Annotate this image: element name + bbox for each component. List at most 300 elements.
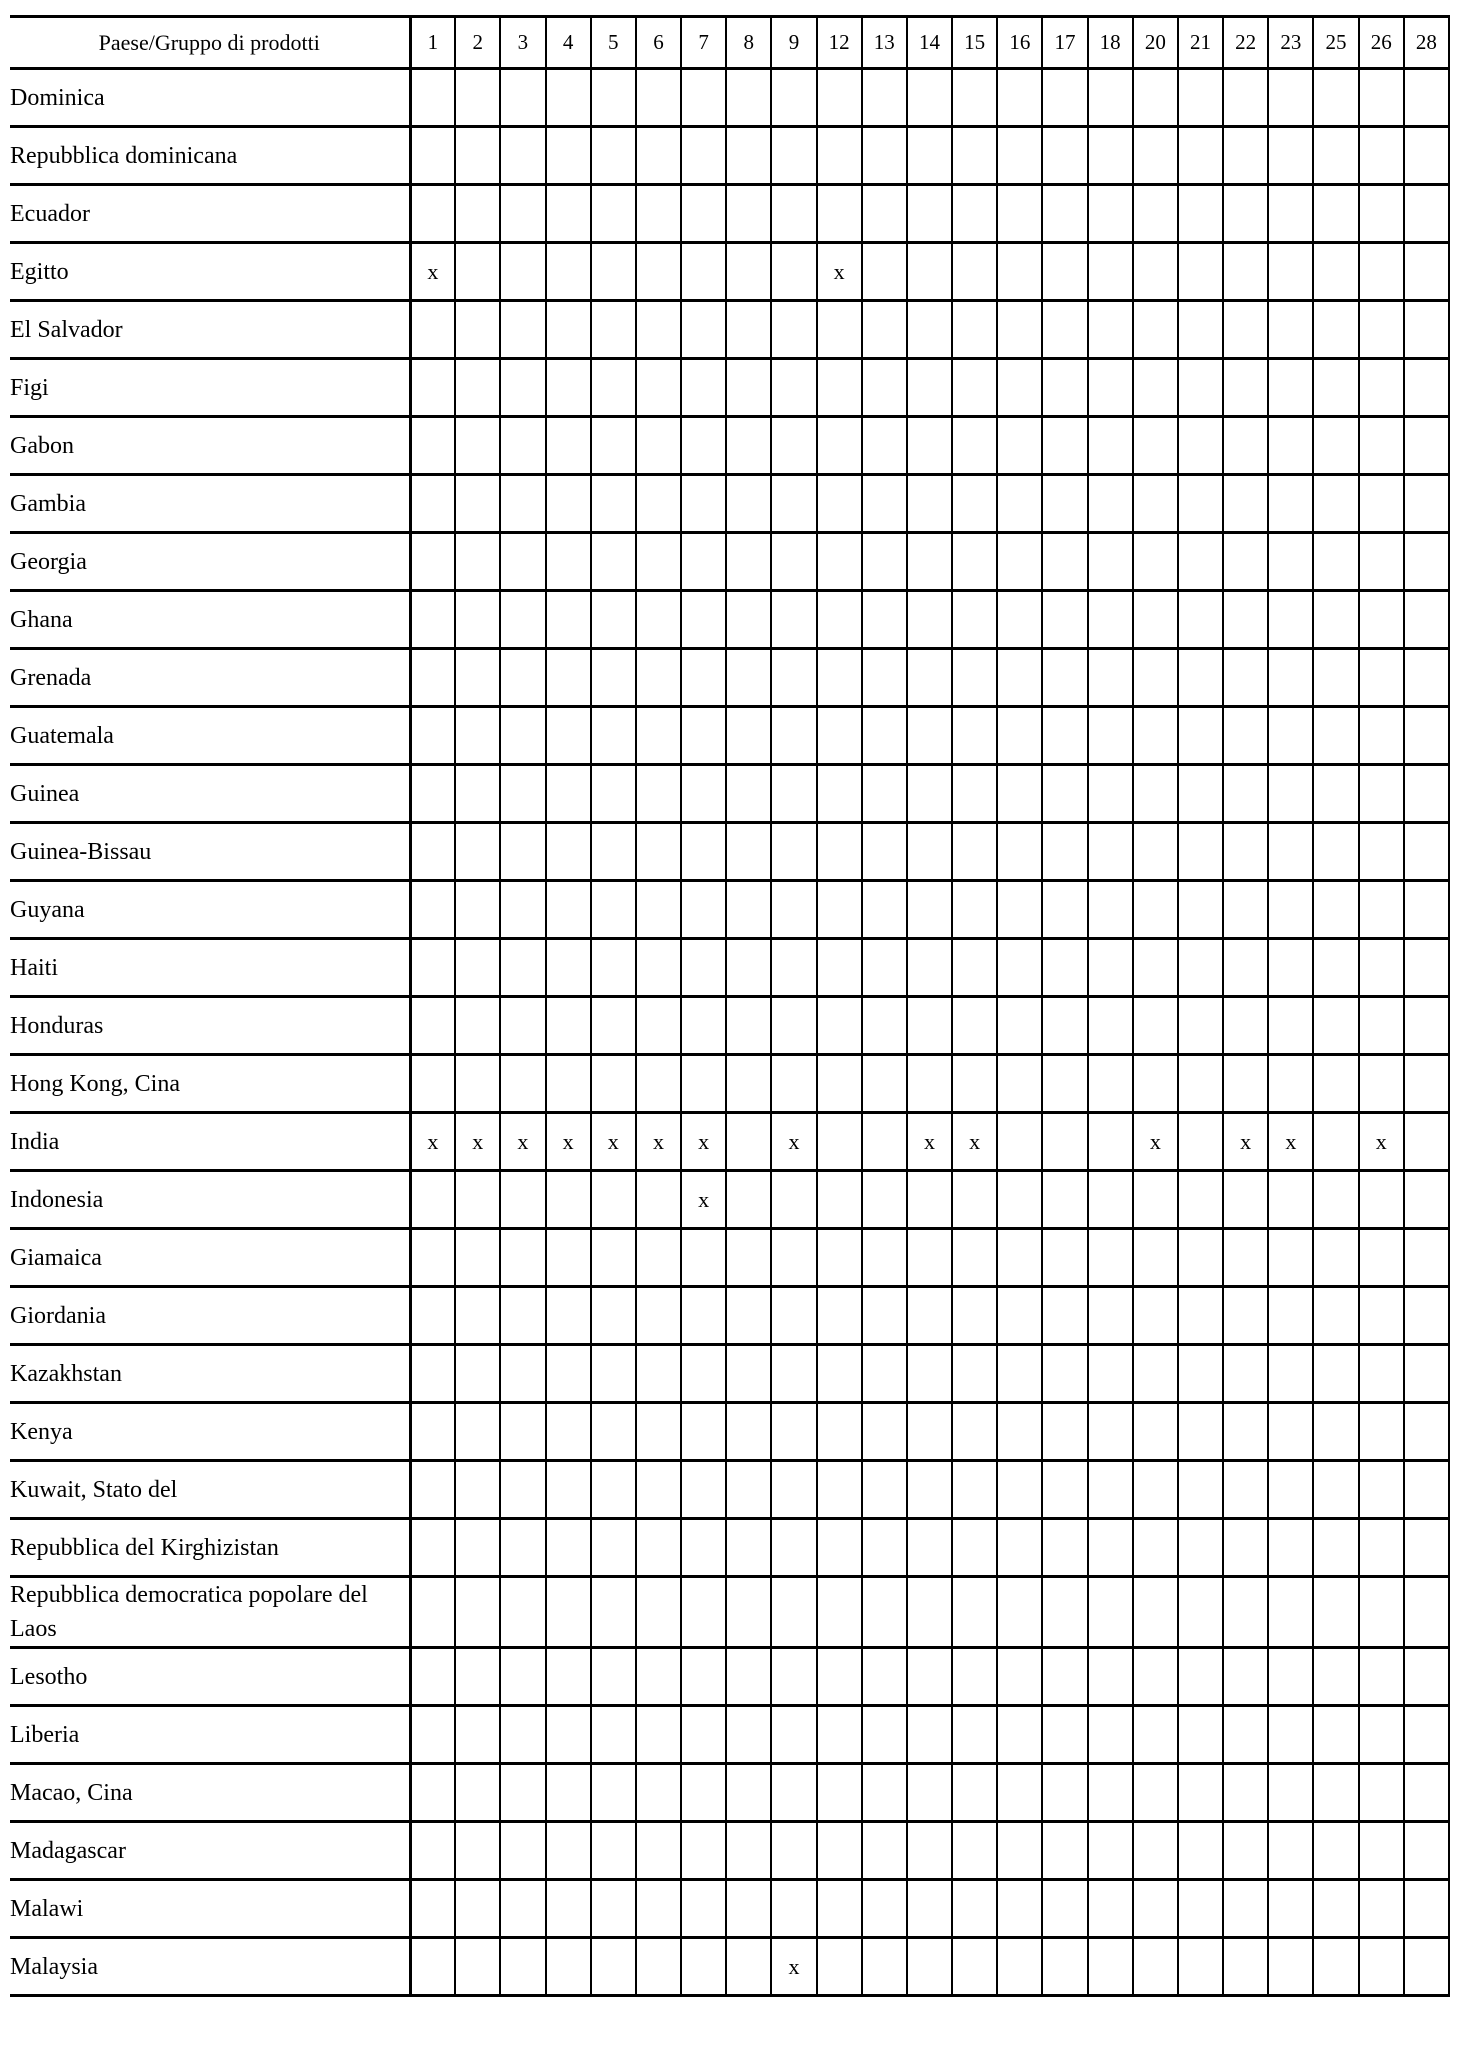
mark-cell	[1178, 1706, 1223, 1764]
mark-cell	[817, 1229, 862, 1287]
table-row	[10, 1345, 1449, 1403]
mark-cell	[1042, 1229, 1087, 1287]
mark-cell	[1359, 1764, 1404, 1822]
mark-cell	[726, 997, 771, 1055]
mark-cell	[636, 1287, 681, 1345]
mark-cell	[1313, 1461, 1358, 1519]
mark-cell	[1313, 881, 1358, 939]
mark-cell	[546, 1706, 591, 1764]
mark-cell	[500, 1880, 545, 1938]
mark-cell	[1178, 1171, 1223, 1229]
mark-cell-checked: x	[1359, 1113, 1404, 1171]
mark-cell	[455, 1577, 500, 1648]
mark-cell	[997, 765, 1042, 823]
mark-cell	[1359, 1577, 1404, 1648]
mark-cell	[591, 649, 636, 707]
mark-cell	[1404, 1287, 1449, 1345]
document-page	[0, 15, 1457, 2051]
mark-cell	[1223, 1648, 1268, 1706]
mark-cell	[1133, 1880, 1178, 1938]
mark-cell	[681, 127, 726, 185]
mark-cell	[1088, 1171, 1133, 1229]
mark-cell	[500, 69, 545, 127]
mark-cell	[1088, 939, 1133, 997]
mark-cell	[952, 185, 997, 243]
mark-cell	[1223, 1764, 1268, 1822]
mark-cell	[726, 1577, 771, 1648]
product-group-column-header: 7	[681, 17, 726, 69]
mark-cell	[1223, 591, 1268, 649]
mark-cell	[1268, 1706, 1313, 1764]
mark-cell	[681, 1461, 726, 1519]
mark-cell	[1404, 1345, 1449, 1403]
mark-cell	[1088, 997, 1133, 1055]
mark-cell	[1223, 823, 1268, 881]
mark-cell	[1404, 1938, 1449, 1996]
mark-cell	[546, 533, 591, 591]
country-name-cell: Guinea-Bissau	[10, 823, 410, 881]
mark-cell	[817, 1577, 862, 1648]
mark-cell	[1133, 301, 1178, 359]
mark-cell	[1359, 707, 1404, 765]
mark-cell	[1223, 939, 1268, 997]
mark-cell	[952, 707, 997, 765]
mark-cell	[907, 1880, 952, 1938]
mark-cell	[997, 533, 1042, 591]
mark-cell	[771, 417, 816, 475]
mark-cell	[1404, 1648, 1449, 1706]
mark-cell	[771, 1648, 816, 1706]
mark-cell	[952, 1706, 997, 1764]
mark-cell	[1223, 243, 1268, 301]
product-group-column-header: 4	[546, 17, 591, 69]
country-name-cell: Figi	[10, 359, 410, 417]
mark-cell	[726, 591, 771, 649]
mark-cell	[1042, 1880, 1087, 1938]
mark-cell	[726, 1171, 771, 1229]
mark-cell	[1268, 533, 1313, 591]
mark-cell	[726, 243, 771, 301]
mark-cell	[952, 1287, 997, 1345]
mark-cell	[1133, 649, 1178, 707]
mark-cell	[500, 301, 545, 359]
mark-cell	[546, 475, 591, 533]
mark-cell	[1042, 939, 1087, 997]
mark-cell	[862, 649, 907, 707]
mark-cell	[546, 1648, 591, 1706]
mark-cell	[1313, 823, 1358, 881]
mark-cell	[997, 1880, 1042, 1938]
mark-cell	[591, 1577, 636, 1648]
mark-cell	[1313, 1822, 1358, 1880]
mark-cell	[455, 69, 500, 127]
mark-cell	[1133, 939, 1178, 997]
mark-cell	[455, 881, 500, 939]
mark-cell	[771, 301, 816, 359]
mark-cell	[817, 533, 862, 591]
mark-cell	[1133, 707, 1178, 765]
table-row	[10, 417, 1449, 475]
mark-cell	[681, 1287, 726, 1345]
mark-cell	[862, 1938, 907, 1996]
mark-cell	[1042, 475, 1087, 533]
mark-cell	[636, 301, 681, 359]
mark-cell	[546, 1345, 591, 1403]
mark-cell	[907, 939, 952, 997]
mark-cell	[1178, 591, 1223, 649]
mark-cell	[862, 707, 907, 765]
mark-cell	[455, 301, 500, 359]
mark-cell	[952, 591, 997, 649]
mark-cell	[500, 707, 545, 765]
mark-cell	[997, 1822, 1042, 1880]
mark-cell	[636, 1880, 681, 1938]
mark-cell	[817, 1055, 862, 1113]
mark-cell	[1223, 417, 1268, 475]
mark-cell	[1042, 881, 1087, 939]
mark-cell	[1178, 997, 1223, 1055]
mark-cell	[1313, 1229, 1358, 1287]
mark-cell	[997, 1287, 1042, 1345]
mark-cell	[1088, 1648, 1133, 1706]
mark-cell	[1088, 69, 1133, 127]
mark-cell	[952, 765, 997, 823]
mark-cell	[771, 591, 816, 649]
mark-cell	[410, 533, 455, 591]
mark-cell	[681, 69, 726, 127]
mark-cell	[862, 1113, 907, 1171]
mark-cell	[1133, 1822, 1178, 1880]
mark-cell	[1088, 1055, 1133, 1113]
mark-cell	[591, 69, 636, 127]
table-row	[10, 1519, 1449, 1577]
mark-cell	[1133, 533, 1178, 591]
mark-cell	[500, 1519, 545, 1577]
mark-cell	[1042, 1461, 1087, 1519]
mark-cell	[455, 1764, 500, 1822]
country-name-cell: El Salvador	[10, 301, 410, 359]
table-row	[10, 1648, 1449, 1706]
mark-cell	[1223, 1287, 1268, 1345]
mark-cell-checked: x	[410, 243, 455, 301]
mark-cell	[1268, 649, 1313, 707]
mark-cell	[726, 69, 771, 127]
mark-cell	[771, 1764, 816, 1822]
mark-cell	[636, 1345, 681, 1403]
mark-cell	[636, 765, 681, 823]
mark-cell	[1313, 301, 1358, 359]
mark-cell	[500, 765, 545, 823]
mark-cell	[952, 1229, 997, 1287]
product-group-column-header: 18	[1088, 17, 1133, 69]
mark-cell	[410, 1229, 455, 1287]
mark-cell	[410, 823, 455, 881]
mark-cell	[771, 939, 816, 997]
mark-cell	[997, 1113, 1042, 1171]
product-group-column-header: 17	[1042, 17, 1087, 69]
table-row	[10, 1577, 1449, 1648]
mark-cell	[997, 359, 1042, 417]
mark-cell	[546, 997, 591, 1055]
table-row	[10, 1706, 1449, 1764]
table-row	[10, 1822, 1449, 1880]
mark-cell	[952, 1519, 997, 1577]
mark-cell	[1042, 1113, 1087, 1171]
mark-cell	[862, 1764, 907, 1822]
table-header-label: Paese/Gruppo di prodotti	[10, 17, 410, 69]
mark-cell	[1404, 1229, 1449, 1287]
mark-cell	[1268, 1287, 1313, 1345]
mark-cell	[1133, 185, 1178, 243]
table-row	[10, 1403, 1449, 1461]
mark-cell	[591, 1880, 636, 1938]
table-row	[10, 997, 1449, 1055]
mark-cell	[862, 359, 907, 417]
mark-cell	[862, 881, 907, 939]
mark-cell	[1178, 765, 1223, 823]
mark-cell	[1178, 881, 1223, 939]
mark-cell	[1359, 1880, 1404, 1938]
mark-cell	[1268, 1171, 1313, 1229]
table-row	[10, 765, 1449, 823]
country-name-cell: Lesotho	[10, 1648, 410, 1706]
mark-cell	[862, 1055, 907, 1113]
mark-cell	[1088, 1229, 1133, 1287]
mark-cell	[1359, 765, 1404, 823]
mark-cell	[1088, 1287, 1133, 1345]
mark-cell	[636, 1461, 681, 1519]
mark-cell	[817, 1764, 862, 1822]
mark-cell	[546, 649, 591, 707]
mark-cell	[1042, 1706, 1087, 1764]
product-group-column-header: 1	[410, 17, 455, 69]
mark-cell	[1178, 1055, 1223, 1113]
mark-cell	[817, 69, 862, 127]
mark-cell	[546, 1229, 591, 1287]
mark-cell	[1042, 1345, 1087, 1403]
mark-cell	[591, 1171, 636, 1229]
mark-cell	[1359, 1519, 1404, 1577]
mark-cell	[726, 649, 771, 707]
mark-cell	[726, 1113, 771, 1171]
mark-cell	[500, 1648, 545, 1706]
mark-cell	[1313, 997, 1358, 1055]
mark-cell	[997, 1764, 1042, 1822]
mark-cell	[591, 127, 636, 185]
mark-cell	[1268, 1938, 1313, 1996]
mark-cell	[681, 765, 726, 823]
mark-cell	[1359, 127, 1404, 185]
mark-cell	[1133, 475, 1178, 533]
mark-cell	[546, 591, 591, 649]
mark-cell	[907, 301, 952, 359]
mark-cell	[726, 1345, 771, 1403]
mark-cell	[1404, 69, 1449, 127]
table-row	[10, 69, 1449, 127]
mark-cell-checked: x	[636, 1113, 681, 1171]
mark-cell	[1404, 1880, 1449, 1938]
mark-cell	[1313, 1345, 1358, 1403]
mark-cell	[455, 939, 500, 997]
mark-cell	[1133, 881, 1178, 939]
mark-cell	[681, 591, 726, 649]
mark-cell	[410, 475, 455, 533]
country-name-cell: Liberia	[10, 1706, 410, 1764]
table-row	[10, 475, 1449, 533]
mark-cell	[1268, 1229, 1313, 1287]
mark-cell	[500, 1577, 545, 1648]
mark-cell	[1268, 1519, 1313, 1577]
mark-cell	[410, 1577, 455, 1648]
mark-cell	[455, 649, 500, 707]
mark-cell	[681, 649, 726, 707]
mark-cell	[410, 417, 455, 475]
country-name-cell: Haiti	[10, 939, 410, 997]
mark-cell	[1088, 1113, 1133, 1171]
mark-cell	[1313, 765, 1358, 823]
mark-cell	[817, 1461, 862, 1519]
mark-cell	[1268, 1764, 1313, 1822]
mark-cell	[546, 1403, 591, 1461]
mark-cell	[636, 1171, 681, 1229]
mark-cell	[1359, 185, 1404, 243]
mark-cell	[1178, 417, 1223, 475]
mark-cell	[1268, 1577, 1313, 1648]
mark-cell	[500, 1764, 545, 1822]
mark-cell	[862, 417, 907, 475]
mark-cell	[1088, 475, 1133, 533]
mark-cell	[1088, 1461, 1133, 1519]
mark-cell	[455, 1461, 500, 1519]
mark-cell-checked: x	[1133, 1113, 1178, 1171]
mark-cell	[1313, 1171, 1358, 1229]
mark-cell-checked: x	[771, 1113, 816, 1171]
mark-cell	[1313, 591, 1358, 649]
product-group-column-header: 26	[1359, 17, 1404, 69]
mark-cell	[636, 1938, 681, 1996]
mark-cell	[546, 1055, 591, 1113]
mark-cell	[1404, 533, 1449, 591]
mark-cell	[862, 1403, 907, 1461]
table-row	[10, 1171, 1449, 1229]
mark-cell	[1223, 1403, 1268, 1461]
mark-cell-checked: x	[681, 1171, 726, 1229]
mark-cell	[771, 1577, 816, 1648]
mark-cell	[1313, 185, 1358, 243]
mark-cell	[1268, 1461, 1313, 1519]
mark-cell	[862, 591, 907, 649]
mark-cell	[997, 1403, 1042, 1461]
mark-cell	[1088, 1577, 1133, 1648]
mark-cell	[1178, 359, 1223, 417]
mark-cell	[500, 533, 545, 591]
mark-cell	[1404, 301, 1449, 359]
mark-cell	[410, 939, 455, 997]
mark-cell	[817, 1287, 862, 1345]
mark-cell	[410, 1171, 455, 1229]
mark-cell	[500, 823, 545, 881]
country-name-cell: Ghana	[10, 591, 410, 649]
mark-cell	[1268, 591, 1313, 649]
mark-cell	[907, 649, 952, 707]
mark-cell	[410, 591, 455, 649]
mark-cell	[591, 1287, 636, 1345]
mark-cell	[1042, 417, 1087, 475]
mark-cell	[636, 533, 681, 591]
mark-cell	[636, 1519, 681, 1577]
mark-cell	[455, 1822, 500, 1880]
mark-cell	[997, 1938, 1042, 1996]
mark-cell	[1268, 69, 1313, 127]
product-group-column-header: 3	[500, 17, 545, 69]
mark-cell	[500, 1171, 545, 1229]
mark-cell	[591, 1461, 636, 1519]
mark-cell	[817, 1519, 862, 1577]
mark-cell	[997, 243, 1042, 301]
mark-cell	[636, 69, 681, 127]
mark-cell	[681, 881, 726, 939]
mark-cell	[1404, 765, 1449, 823]
mark-cell	[771, 1287, 816, 1345]
mark-cell	[1313, 1055, 1358, 1113]
mark-cell	[817, 1938, 862, 1996]
mark-cell	[1042, 533, 1087, 591]
mark-cell-checked: x	[1223, 1113, 1268, 1171]
mark-cell	[410, 1345, 455, 1403]
table-row	[10, 1880, 1449, 1938]
mark-cell	[1133, 997, 1178, 1055]
mark-cell	[1088, 881, 1133, 939]
mark-cell	[1223, 1822, 1268, 1880]
mark-cell	[546, 1519, 591, 1577]
mark-cell	[952, 1403, 997, 1461]
mark-cell	[455, 997, 500, 1055]
mark-cell	[1359, 359, 1404, 417]
table-row	[10, 1287, 1449, 1345]
country-name-cell: Hong Kong, Cina	[10, 1055, 410, 1113]
mark-cell	[1268, 1055, 1313, 1113]
country-name-cell: Giordania	[10, 1287, 410, 1345]
mark-cell	[1133, 1171, 1178, 1229]
mark-cell	[952, 1880, 997, 1938]
mark-cell	[952, 1345, 997, 1403]
mark-cell	[410, 1706, 455, 1764]
mark-cell	[546, 417, 591, 475]
product-group-column-header: 22	[1223, 17, 1268, 69]
mark-cell	[500, 1938, 545, 1996]
mark-cell	[1404, 591, 1449, 649]
mark-cell	[455, 1055, 500, 1113]
mark-cell	[1042, 301, 1087, 359]
mark-cell	[1178, 1345, 1223, 1403]
product-group-column-header: 12	[817, 17, 862, 69]
mark-cell	[771, 1519, 816, 1577]
mark-cell	[1313, 1577, 1358, 1648]
mark-cell	[862, 185, 907, 243]
mark-cell	[907, 1764, 952, 1822]
mark-cell	[1178, 1938, 1223, 1996]
country-name-cell: Guatemala	[10, 707, 410, 765]
mark-cell	[1133, 359, 1178, 417]
mark-cell	[636, 881, 681, 939]
mark-cell	[817, 359, 862, 417]
mark-cell	[1359, 243, 1404, 301]
mark-cell	[952, 997, 997, 1055]
country-name-cell: Macao, Cina	[10, 1764, 410, 1822]
mark-cell	[410, 707, 455, 765]
mark-cell	[1133, 823, 1178, 881]
mark-cell	[636, 475, 681, 533]
